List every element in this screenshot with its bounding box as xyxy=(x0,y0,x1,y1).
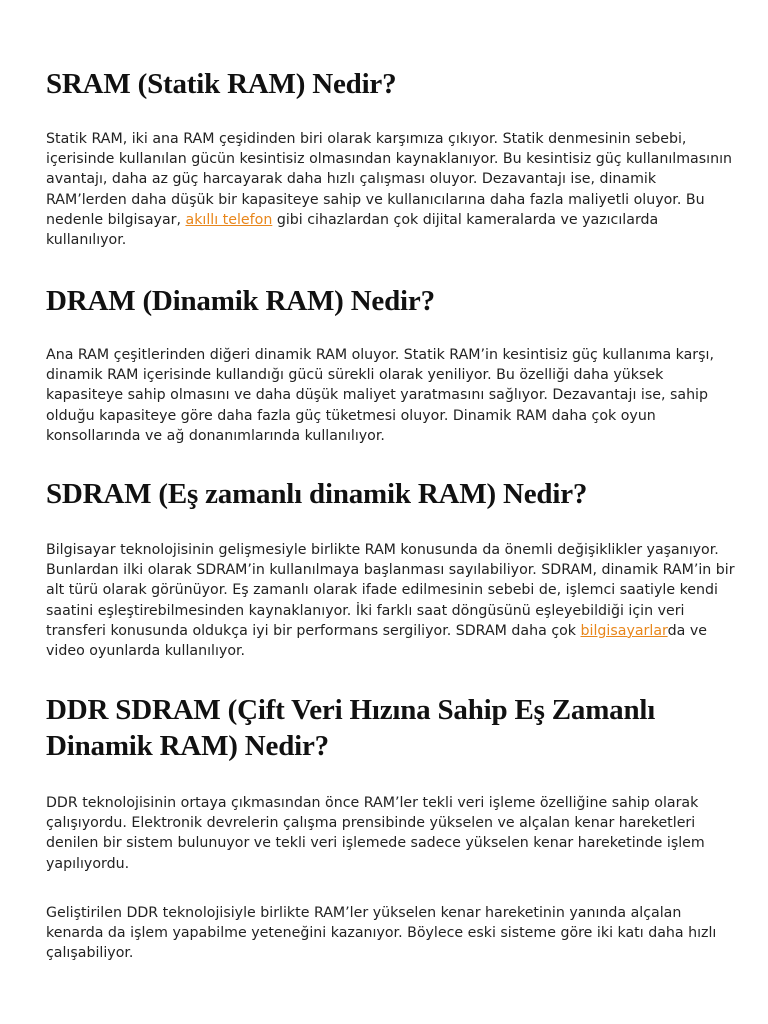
section-heading-dram: DRAM (Dinamik RAM) Nedir? xyxy=(46,285,435,317)
section-heading-sdram: SDRAM (Eş zamanlı dinamik RAM) Nedir? xyxy=(46,478,588,510)
section-paragraph-ddr-2: Geliştirilen DDR teknolojisiyle birlikte RAM’ler yükselen kenar hareketinin yanında alçalan kenarda da işlem yapabilme yeteneğini kazanıyor. Böylece eski sisteme göre iki katı daha hızlı çalışabiliyor. xyxy=(46,905,717,962)
section-heading-ddr-sdram: DDR SDRAM (Çift Veri Hızına Sahip Eş Zamanlı Dinamik RAM) Nedir? xyxy=(46,694,656,762)
section-heading-sram: SRAM (Statik RAM) Nedir? xyxy=(46,68,397,100)
link-akilli-telefon[interactable]: akıllı telefon xyxy=(185,211,273,228)
link-bilgisayarlar[interactable]: bilgisayarlar xyxy=(580,622,668,639)
paragraph-text: Bilgisayar teknolojisinin gelişmesiyle birlikte RAM konusunda da önemli değişiklikler yaşanıyor. Bunlardan ilki olarak SDRAM’in kullanılmaya başlanması sayılabiliyor. SDRAM, dinamik RAM’in bir alt türü olarak görünüyor. Eş zamanlı olarak ifade edilmesinin sebebi de, işlemci saatiyle kendi saatini eşleştirebilmesinden kaynaklanıyor. İki farklı saat döngüsünü eşleyebildiği için veri transferi konusunda oldukça iyi bir performans sergiliyor. SDRAM daha çok xyxy=(46,542,735,639)
section-paragraph-sdram xyxy=(46,540,736,661)
section-paragraph-ddr-1: DDR teknolojisinin ortaya çıkmasından önce RAM’ler tekli veri işleme özelliğine sahip olarak çalışıyordu. Elektronik devrelerin çalışma prensibinde yükselen ve alçalan kenar hareketleri denilen bir sistem bulunuyor ve tekli veri işlemede sadece yükselen kenar hareketinde işlem yapılıyordu. xyxy=(46,795,705,872)
paragraph-text: da ve video oyunlarda kullanılıyor. xyxy=(46,622,707,660)
paragraph-text: gibi cihazlardan çok dijital kameralarda ve yazıcılarda kullanılıyor. xyxy=(46,211,659,249)
section-paragraph-dram: Ana RAM çeşitlerinden diğeri dinamik RAM oluyor. Statik RAM’in kesintisiz güç kullanıma karşı, dinamik RAM içerisinde kullandığı gücü sürekli olarak yeniliyor. Bu özelliği daha yüksek kapasiteye sahip olmasını ve daha düşük maliyet yaratmasını sağlıyor. Dezavantajı ise, sahip olduğu kapasiteye göre daha fazla güç tüketmesi oluyor. Dinamik RAM daha çok oyun konsollarında ve ağ donanımlarında kullanılıyor. xyxy=(46,347,714,444)
section-paragraph-sram xyxy=(46,129,736,250)
paragraph-text: Statik RAM, iki ana RAM çeşidinden biri olarak karşımıza çıkıyor. Statik denmesinin sebebi, içerisinde kullanılan gücün kesintisiz olmasından kaynaklanıyor. Bu kesintisiz güç kullanılmasının avantajı, daha az güç harcayarak daha hızlı çalışması oluyor. Dezavantajı ise, dinamik RAM’lerden daha düşük bir kapasiteye sahip ve kullanıcılarına daha fazla maliyetli oluyor. Bu nedenle bilgisayar, xyxy=(46,131,732,228)
